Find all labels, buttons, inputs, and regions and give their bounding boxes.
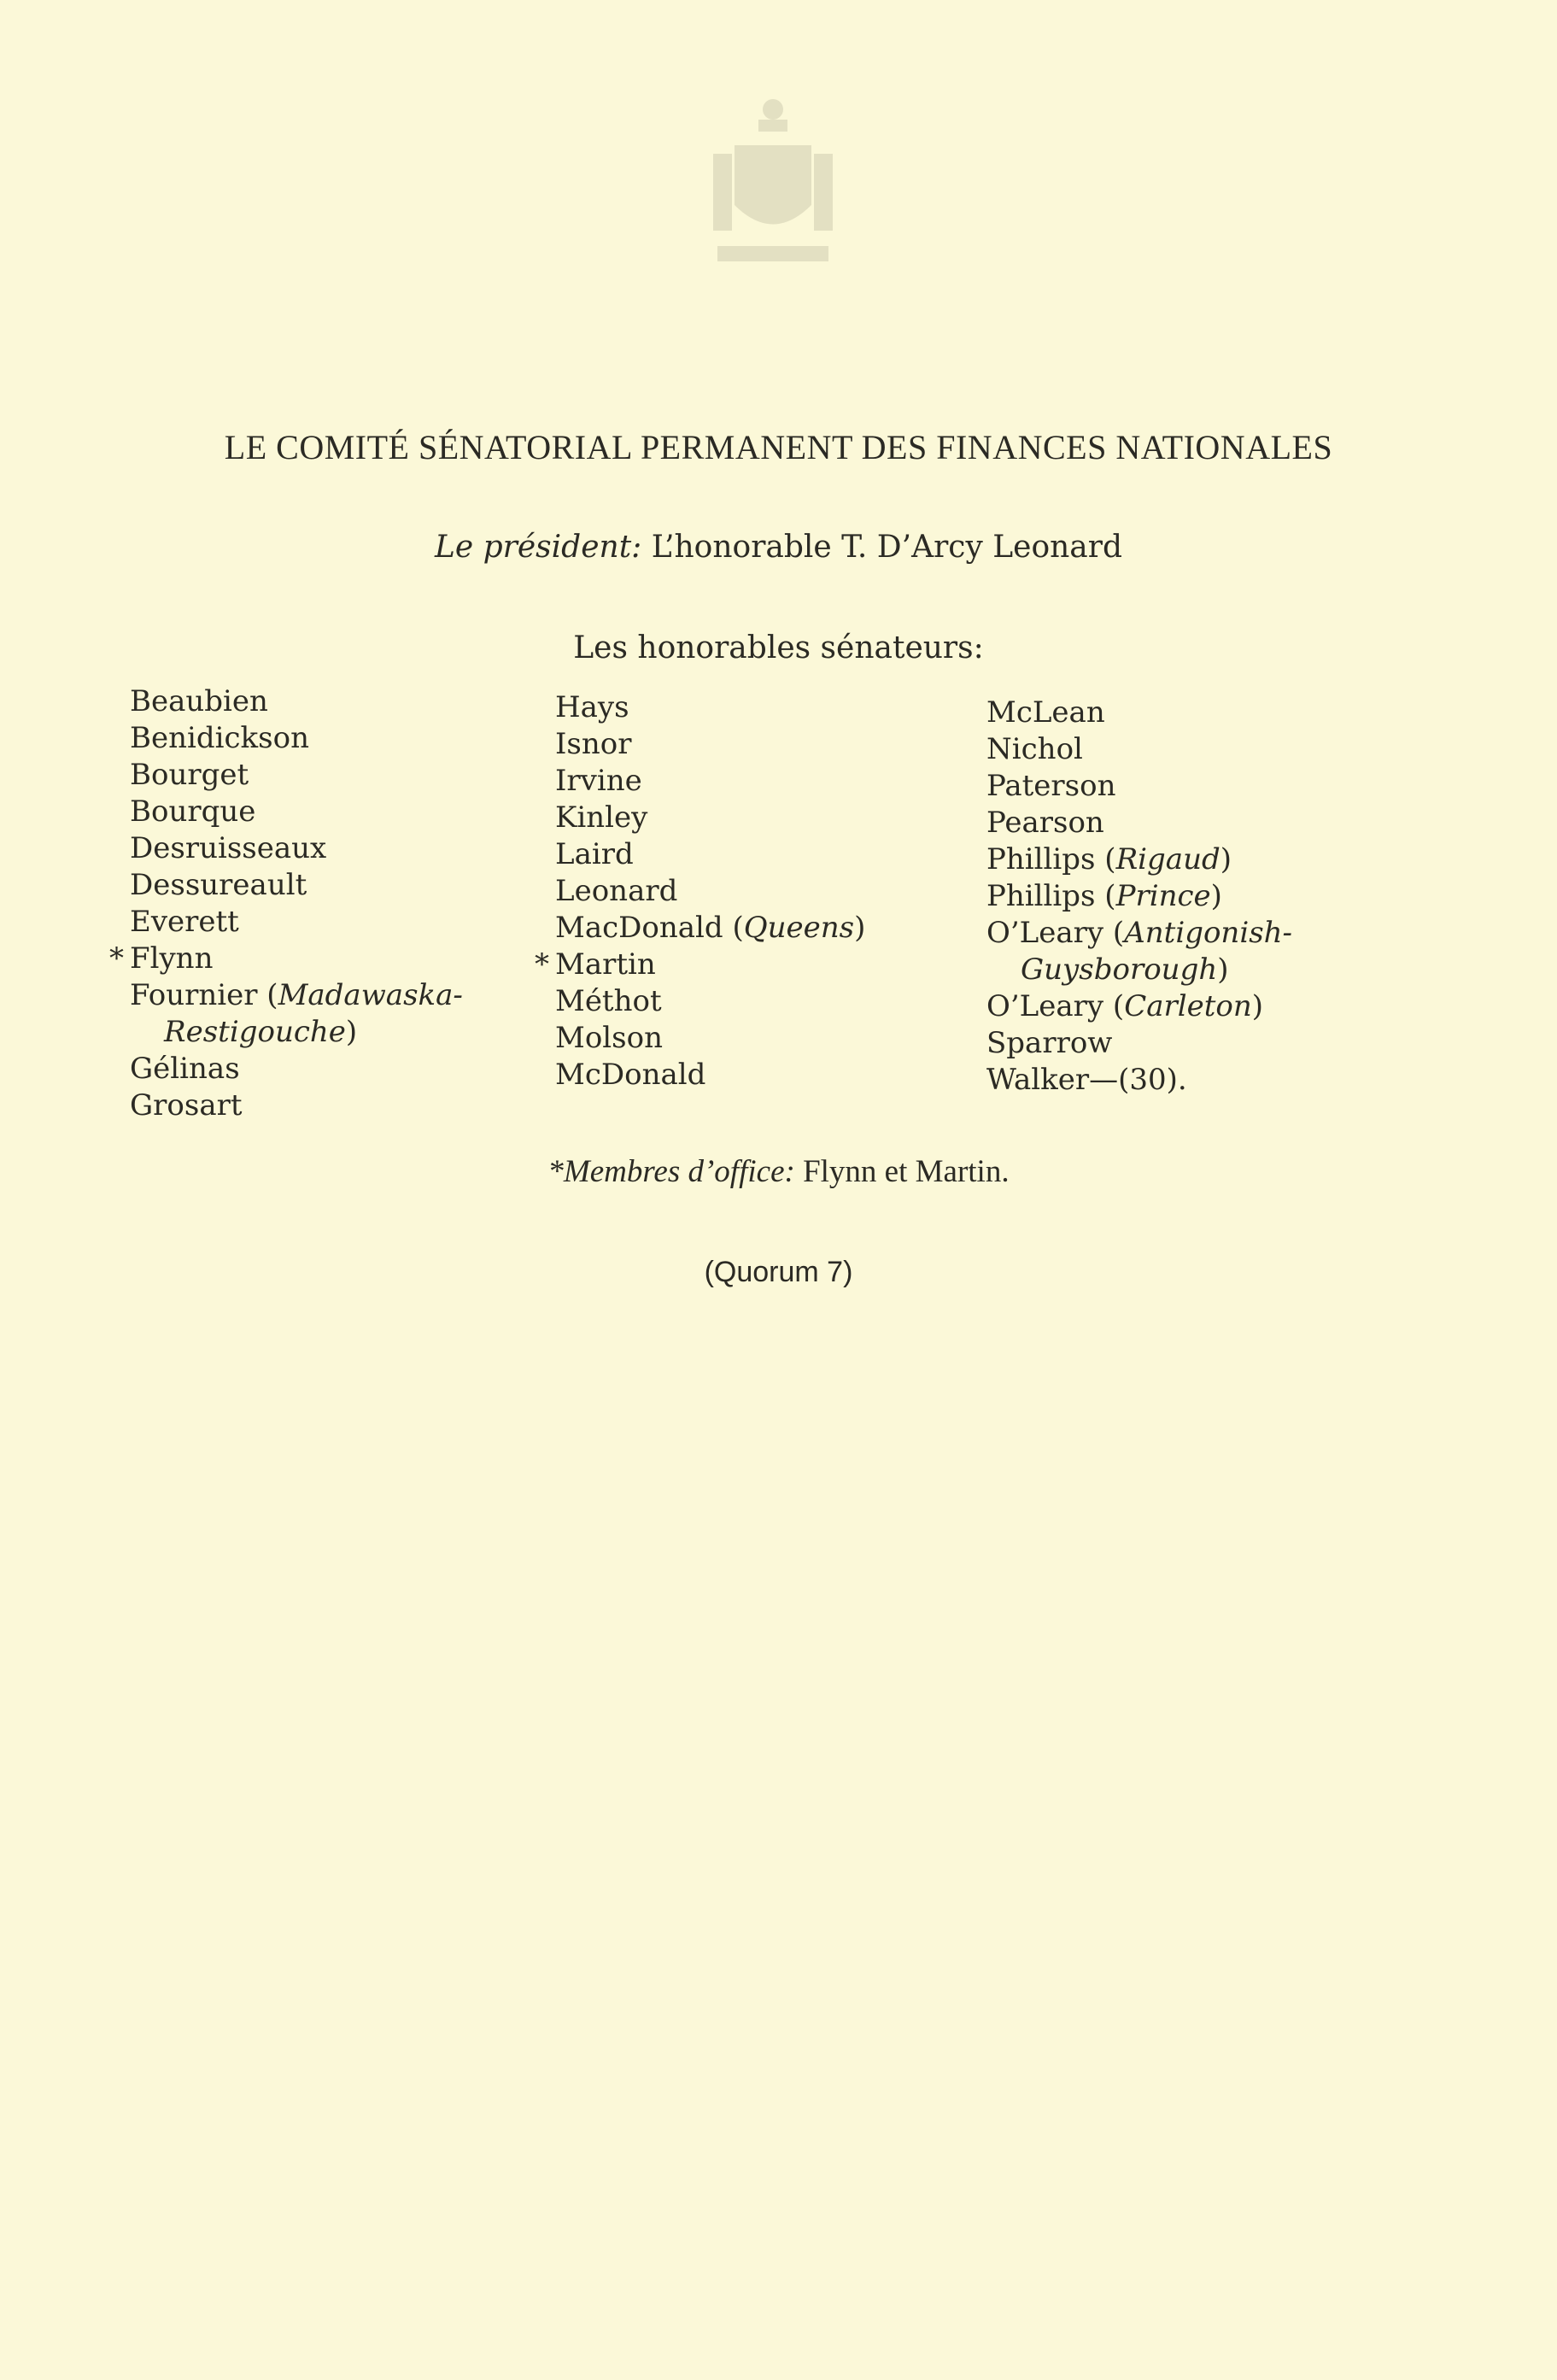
senator-entry (555, 873, 865, 910)
senator-entry (555, 689, 865, 726)
senator-name: Pearson (986, 806, 1104, 840)
senator-name: Hays (555, 690, 629, 724)
senator-entry (130, 757, 463, 794)
senator-name: Bourget (130, 758, 249, 792)
senator-entry (986, 731, 1292, 768)
senators-column-2 (535, 689, 866, 1093)
senator-name: Dessureault (130, 868, 307, 902)
senators-column-3 (986, 695, 1292, 1099)
senator-division: Madawaska- (278, 978, 463, 1012)
senator-entry: Phillips (Prince) (986, 879, 1222, 913)
senator-name: Irvine (555, 764, 642, 798)
senator-name: Desruisseaux (130, 831, 327, 865)
quorum-note: (Quorum 7) (704, 1256, 853, 1288)
senator-entry (555, 763, 865, 800)
ex-officio-label: *Membres d’office: (547, 1154, 795, 1189)
president-name: L’honorable T. D’Arcy Leonard (651, 530, 1123, 565)
senator-name: O’Leary (986, 916, 1104, 950)
senator-name: Phillips (986, 879, 1096, 913)
committee-heading: LE COMITÉ SÉNATORIAL PERMANENT DES FINANCES NATIONALES (224, 428, 1333, 466)
senator-division: Guysborough (1021, 953, 1218, 987)
senator-entry: Fournier (Madawaska- (130, 978, 463, 1012)
senator-name: McDonald (555, 1058, 706, 1092)
ex-officio-names: Flynn et Martin. (803, 1154, 1010, 1189)
senator-name: Méthot (555, 984, 662, 1018)
senator-entry (130, 683, 463, 720)
senator-division: Restigouche (164, 1015, 346, 1049)
senator-entry (130, 867, 463, 904)
senator-entry: Guysborough) (1021, 953, 1229, 987)
senator-entry (555, 983, 865, 1020)
senator-name: Martin (555, 947, 656, 982)
senator-entry (130, 830, 463, 867)
senator-entry (130, 720, 463, 757)
senator-name: Nichol (986, 732, 1083, 766)
senators-heading: Les honorables sénateurs: (573, 630, 984, 665)
senator-entry (130, 794, 463, 830)
senator-entry: Restigouche) (164, 1015, 358, 1049)
senator-name: Gélinas (130, 1052, 240, 1086)
senator-name: Grosart (130, 1088, 243, 1123)
ex-officio-marker: * (535, 947, 549, 982)
senator-name: Isnor (555, 727, 632, 761)
senator-name: Benidickson (130, 721, 309, 755)
senator-entry (555, 800, 865, 836)
senator-entry (986, 1025, 1292, 1062)
senator-entry (986, 768, 1292, 805)
senator-name: Leonard (555, 874, 678, 908)
senator-name: Kinley (555, 800, 648, 835)
senator-entry (555, 726, 865, 763)
senator-entry: O’Leary (Antigonish- (986, 916, 1293, 950)
senator-division: Queens (743, 911, 855, 945)
senator-entry (555, 836, 865, 873)
senator-entry (109, 941, 463, 977)
senator-name: Phillips (986, 842, 1096, 876)
coat-of-arms-emblem (709, 94, 837, 273)
senator-division: Carleton (1124, 989, 1252, 1023)
senator-entry (130, 1087, 463, 1124)
senator-name: Everett (130, 905, 239, 939)
senator-name: Bourque (130, 794, 256, 829)
president-line (0, 530, 1557, 565)
senator-entry (986, 695, 1292, 731)
senator-entry (535, 947, 865, 983)
senator-entry (986, 805, 1292, 841)
senator-name: Fournier (130, 978, 258, 1012)
senator-entry (555, 1057, 865, 1093)
senator-entry (555, 1020, 865, 1057)
senator-name: Paterson (986, 769, 1116, 803)
senator-division: Prince (1115, 879, 1211, 913)
senator-name: McLean (986, 695, 1105, 730)
senator-name: Sparrow (986, 1026, 1113, 1060)
senator-division: Antigonish- (1124, 916, 1293, 950)
ex-officio-note (0, 1153, 1557, 1190)
senator-name: MacDonald (555, 911, 723, 945)
senator-entry: MacDonald (Queens) (555, 911, 866, 945)
senator-entry (130, 904, 463, 941)
senator-entry (986, 1062, 1292, 1099)
president-label: Le président: (434, 530, 642, 565)
senator-entry (130, 1051, 463, 1087)
senator-name: Laird (555, 837, 634, 871)
senator-name: Beaubien (130, 684, 268, 718)
senator-name: O’Leary (986, 989, 1104, 1023)
senator-name: Walker—(30). (986, 1063, 1187, 1097)
senator-entry: Phillips (Rigaud) (986, 842, 1232, 876)
senator-entry: O’Leary (Carleton) (986, 989, 1264, 1023)
senator-division: Rigaud (1115, 842, 1220, 876)
senator-name: Molson (555, 1021, 663, 1055)
senator-name: Flynn (130, 941, 214, 976)
senators-column-1 (109, 683, 463, 1124)
ex-officio-marker: * (109, 941, 124, 976)
